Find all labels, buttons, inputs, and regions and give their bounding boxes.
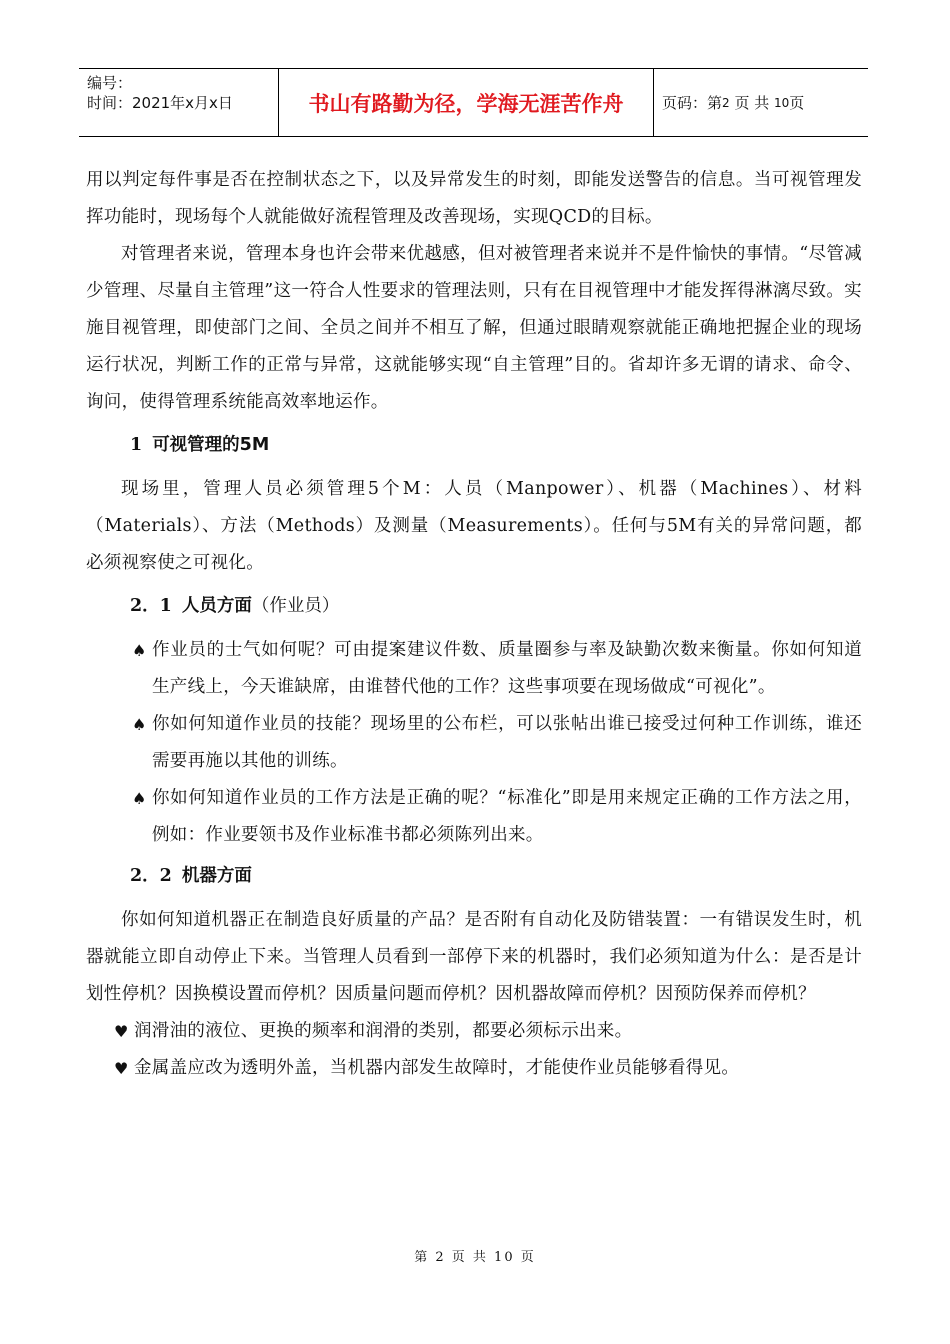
section-title: 人员方面 [181,596,252,616]
page-mid: 页 共 [734,94,770,112]
section-heading-1 [86,433,862,457]
heart-icon: ♥ [114,1059,129,1078]
list-item [86,706,862,780]
section-title: 可视管理的5M [152,435,270,455]
section-heading-2-1 [86,594,862,618]
paragraph-1: 用以判定每件事是否在控制状态之下，以及异常发生的时刻，即能发送警告的信息。当可视管理发挥功能时，现场每个人就能做好流程管理及改善现场，实现QCD的目标。 [86,170,862,227]
list-item-text: 金属盖应改为透明外盖，当机器内部发生故障时，才能使作业员能够看得见。 [134,1058,740,1078]
page-prefix: 页码：第 [662,94,723,112]
paragraph-2: 对管理者来说，管理本身也许会带来优越感，但对被管理者来说并不是件愉快的事情。“尽管减少管理、尽量自主管理”这一符合人性要求的管理法则，只有在目视管理中才能发挥得淋漓尽致。实施目视管理，即使部门之间、全员之间并不相互了解，但通过眼睛观察就能正确地把握企业的现场运行状况，判断工作的正常与异常，这就能够实现“自主管理”目的。省却许多无谓的请求、命令、询问，使得管理系统能高效率地运作。 [86,244,862,412]
section-number: 1 [130,435,143,455]
page-header [79,68,868,137]
section-number: 2．1 [130,596,172,616]
number-label: 编号： [87,74,133,92]
header-meta [79,69,279,136]
list-item-text: 你如何知道作业员的工作方法是正确的呢？“标准化”即是用来规定正确的工作方法之用，例如：作业要领书及作业标准书都必须陈列出来。 [152,788,862,845]
list-item [86,632,862,706]
header-page-info [654,69,868,136]
list-item-text: 润滑油的液位、更换的频率和润滑的类别，都要必须标示出来。 [134,1021,633,1041]
list-item [86,780,862,854]
list-item-text: 你如何知道作业员的技能？现场里的公布栏，可以张帖出谁已接受过何种工作训练，谁还需要再施以其他的训练。 [152,714,862,771]
spade-icon: ♠ [132,641,147,660]
document-body [86,162,862,1087]
list-item [86,1050,862,1087]
list-item-text: 作业员的士气如何呢？可由提案建议件数、质量圈参与率及缺勤次数来衡量。你如何知道生产线上，今天谁缺席，由谁替代他的工作？这些事项要在现场做成“可视化”。 [152,640,862,697]
spade-icon: ♠ [132,789,147,808]
section-heading-2-2 [86,864,862,888]
paragraph-4: 你如何知道机器正在制造良好质量的产品？是否附有自动化及防错装置：一有错误发生时，机器就能立即自动停止下来。当管理人员看到一部停下来的机器时，我们必须知道为什么：是否是计划性停机？因换模设置而停机？因质量问题而停机？因机器故障而停机？因预防保养而停机？ [86,910,862,1004]
page-total: 10 [774,95,790,110]
page-num: 2 [722,95,730,110]
page-footer: 第 2 页 共 10 页 [414,1250,536,1265]
spade-icon: ♠ [132,715,147,734]
header-motto: 书山有路勤为径，学海无涯苦作舟 [279,69,654,136]
page-suffix: 页 [789,94,805,112]
section-title: 机器方面 [181,866,252,886]
paragraph-3: 现场里，管理人员必须管理5个M：人员（Manpower）、机器（Machines）、材料（Materials）、方法（Methods）及测量（Measurements）。任何与5M有关的异常问题，都必须视察使之可视化。 [86,479,862,573]
time-label: 时间：2021年x月x日 [87,94,233,112]
list-item [86,1013,862,1050]
section-number: 2．2 [130,866,172,886]
section-subtitle: （作业员） [251,596,340,616]
heart-icon: ♥ [114,1022,129,1041]
